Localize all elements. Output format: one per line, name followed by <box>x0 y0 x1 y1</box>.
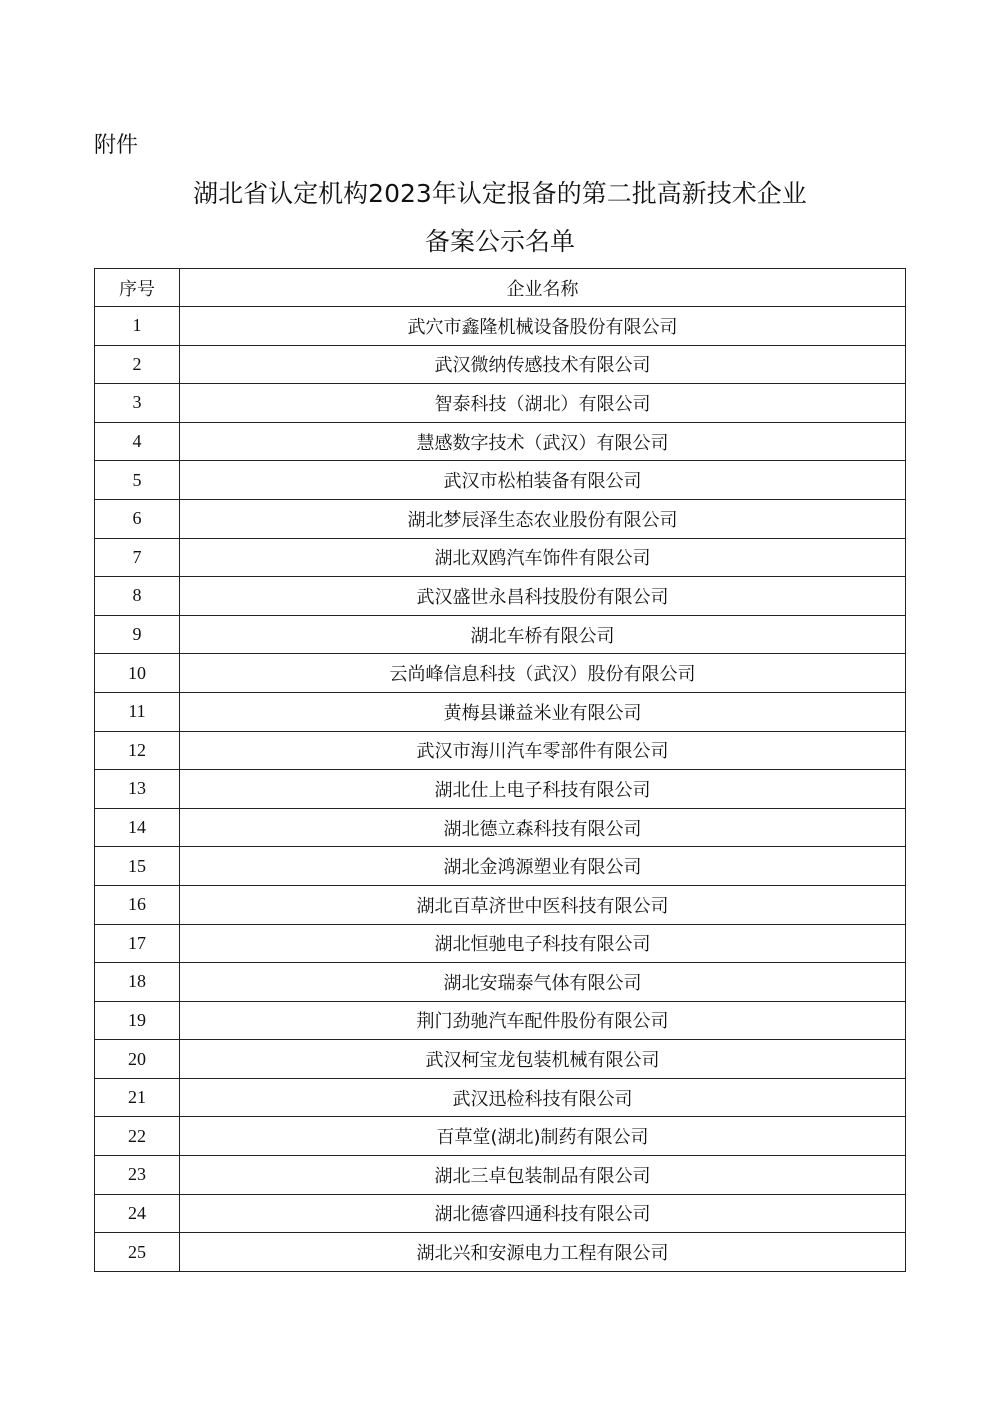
company-name: 武穴市鑫隆机械设备股份有限公司 <box>180 307 906 346</box>
company-name: 湖北兴和安源电力工程有限公司 <box>180 1233 906 1272</box>
table-row <box>95 963 906 1002</box>
table-row <box>95 1194 906 1233</box>
company-name: 荆门劲驰汽车配件股份有限公司 <box>180 1001 906 1040</box>
company-name: 湖北百草济世中医科技有限公司 <box>180 885 906 924</box>
table-row <box>95 654 906 693</box>
row-index: 17 <box>95 924 180 963</box>
row-index: 5 <box>95 461 180 500</box>
row-index: 10 <box>95 654 180 693</box>
attachment-label: 附件 <box>94 133 139 158</box>
company-name: 武汉市海川汽车零部件有限公司 <box>180 731 906 770</box>
table-row <box>95 1117 906 1156</box>
row-index: 2 <box>95 345 180 384</box>
table-row <box>95 345 906 384</box>
table-row <box>95 1156 906 1195</box>
company-name: 湖北德睿四通科技有限公司 <box>180 1194 906 1233</box>
table-row <box>95 924 906 963</box>
row-index: 8 <box>95 577 180 616</box>
company-name: 湖北梦辰泽生态农业股份有限公司 <box>180 499 906 538</box>
row-index: 24 <box>95 1194 180 1233</box>
company-name: 湖北安瑞泰气体有限公司 <box>180 963 906 1002</box>
table-row <box>95 499 906 538</box>
row-index: 6 <box>95 499 180 538</box>
row-index: 19 <box>95 1001 180 1040</box>
row-index: 13 <box>95 770 180 809</box>
table-row <box>95 1040 906 1079</box>
table-row <box>95 885 906 924</box>
row-index: 16 <box>95 885 180 924</box>
company-name: 云尚峰信息科技（武汉）股份有限公司 <box>180 654 906 693</box>
row-index: 18 <box>95 963 180 1002</box>
table-row <box>95 384 906 423</box>
row-index: 9 <box>95 615 180 654</box>
table-row <box>95 422 906 461</box>
table-row <box>95 731 906 770</box>
column-header-company-name: 企业名称 <box>180 269 906 307</box>
table-row <box>95 1001 906 1040</box>
row-index: 14 <box>95 808 180 847</box>
row-index: 3 <box>95 384 180 423</box>
table-row <box>95 692 906 731</box>
row-index: 11 <box>95 692 180 731</box>
table-row <box>95 538 906 577</box>
row-index: 22 <box>95 1117 180 1156</box>
table-row <box>95 770 906 809</box>
company-name: 武汉市松柏装备有限公司 <box>180 461 906 500</box>
row-index: 25 <box>95 1233 180 1272</box>
table-row <box>95 847 906 886</box>
row-index: 20 <box>95 1040 180 1079</box>
table-row <box>95 1078 906 1117</box>
company-list-table <box>94 268 906 1272</box>
company-name: 湖北双鸥汽车饰件有限公司 <box>180 538 906 577</box>
row-index: 1 <box>95 307 180 346</box>
company-name: 湖北恒驰电子科技有限公司 <box>180 924 906 963</box>
document-title: 湖北省认定机构2023年认定报备的第二批高新技术企业 <box>193 179 807 208</box>
company-name: 湖北仕上电子科技有限公司 <box>180 770 906 809</box>
row-index: 21 <box>95 1078 180 1117</box>
column-header-index: 序号 <box>95 269 180 307</box>
company-name: 武汉迅检科技有限公司 <box>180 1078 906 1117</box>
table-row <box>95 461 906 500</box>
row-index: 4 <box>95 422 180 461</box>
company-name: 湖北车桥有限公司 <box>180 615 906 654</box>
company-name: 湖北三卓包装制品有限公司 <box>180 1156 906 1195</box>
table-row <box>95 808 906 847</box>
company-name: 黄梅县谦益米业有限公司 <box>180 692 906 731</box>
company-name: 武汉柯宝龙包装机械有限公司 <box>180 1040 906 1079</box>
table-row <box>95 615 906 654</box>
company-name: 湖北德立森科技有限公司 <box>180 808 906 847</box>
row-index: 12 <box>95 731 180 770</box>
table-row <box>95 1233 906 1272</box>
company-name: 百草堂(湖北)制药有限公司 <box>180 1117 906 1156</box>
row-index: 7 <box>95 538 180 577</box>
company-name: 湖北金鸿源塑业有限公司 <box>180 847 906 886</box>
table-header-row <box>95 269 906 307</box>
company-name: 智泰科技（湖北）有限公司 <box>180 384 906 423</box>
company-name: 慧感数字技术（武汉）有限公司 <box>180 422 906 461</box>
table-row <box>95 307 906 346</box>
company-name: 武汉盛世永昌科技股份有限公司 <box>180 577 906 616</box>
document-subtitle: 备案公示名单 <box>424 227 575 256</box>
table-row <box>95 577 906 616</box>
row-index: 15 <box>95 847 180 886</box>
company-name: 武汉微纳传感技术有限公司 <box>180 345 906 384</box>
row-index: 23 <box>95 1156 180 1195</box>
